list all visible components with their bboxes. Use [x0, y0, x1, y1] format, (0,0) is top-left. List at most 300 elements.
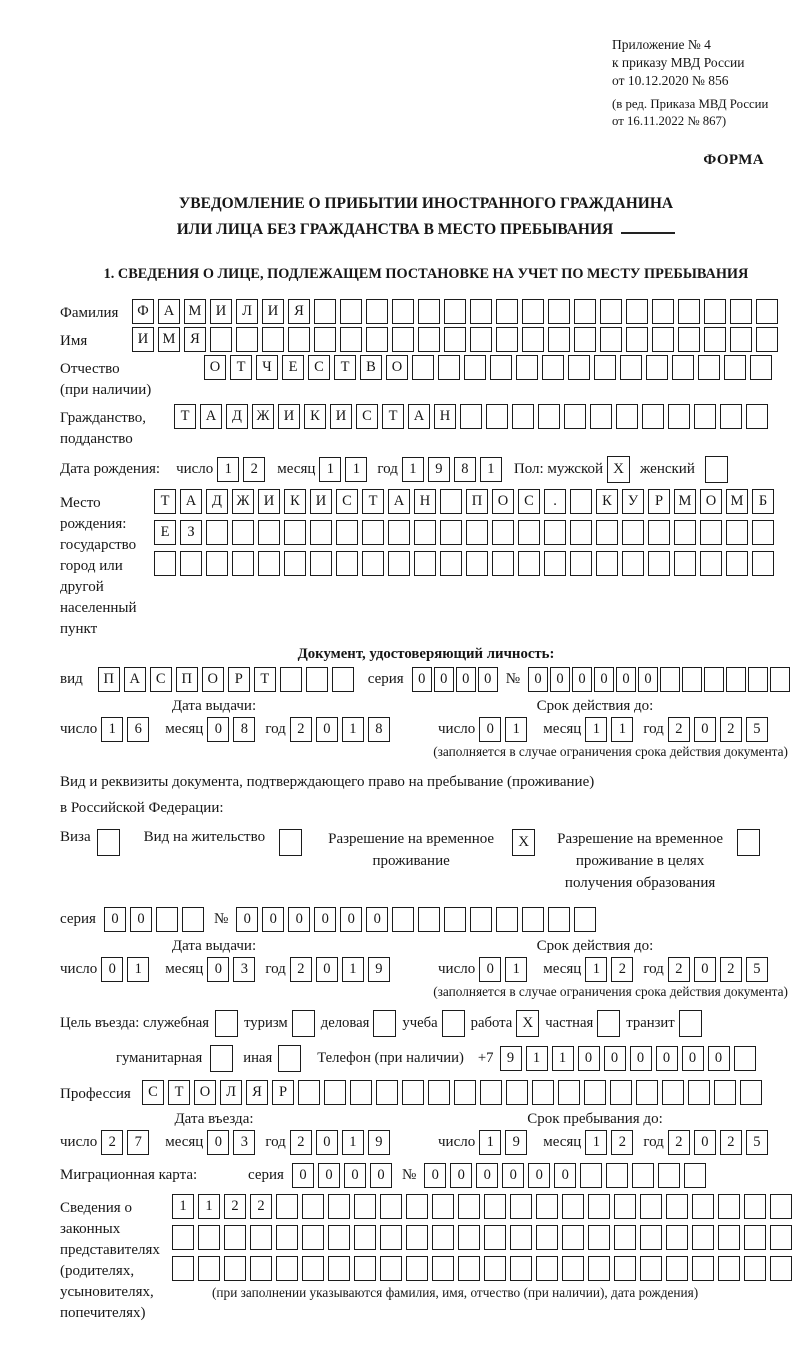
char-cell[interactable] [324, 1080, 346, 1105]
char-cell[interactable] [518, 520, 540, 545]
char-cell[interactable] [414, 520, 436, 545]
char-cell[interactable]: 1 [585, 957, 607, 982]
char-cell[interactable] [580, 1163, 602, 1188]
char-cell[interactable] [366, 327, 388, 352]
char-cell[interactable]: 9 [428, 457, 450, 482]
char-cell[interactable] [418, 299, 440, 324]
visa-checkbox[interactable] [97, 829, 120, 856]
char-cell[interactable]: И [258, 489, 280, 514]
char-cell[interactable]: 5 [746, 717, 768, 742]
char-cell[interactable]: 0 [476, 1163, 498, 1188]
char-cell[interactable] [694, 404, 716, 429]
char-cell[interactable]: 1 [342, 1130, 364, 1155]
char-cell[interactable] [460, 404, 482, 429]
char-cell[interactable] [350, 1080, 372, 1105]
char-cell[interactable]: И [330, 404, 352, 429]
char-cell[interactable] [674, 520, 696, 545]
char-cell[interactable]: Р [272, 1080, 294, 1105]
char-cell[interactable] [458, 1194, 480, 1219]
char-cell[interactable]: 0 [694, 1130, 716, 1155]
char-cell[interactable] [744, 1256, 766, 1281]
char-cell[interactable] [288, 327, 310, 352]
char-cell[interactable] [490, 355, 512, 380]
char-cell[interactable] [156, 907, 178, 932]
char-cell[interactable] [388, 551, 410, 576]
char-cell[interactable] [536, 1256, 558, 1281]
char-cell[interactable] [454, 1080, 476, 1105]
char-cell[interactable] [470, 907, 492, 932]
char-cell[interactable] [466, 551, 488, 576]
char-cell[interactable] [380, 1225, 402, 1250]
char-cell[interactable] [734, 1046, 756, 1071]
char-cell[interactable] [748, 667, 768, 692]
char-cell[interactable]: 2 [290, 957, 312, 982]
char-cell[interactable]: 2 [668, 1130, 690, 1155]
char-cell[interactable] [682, 667, 702, 692]
char-cell[interactable] [692, 1194, 714, 1219]
char-cell[interactable]: 0 [554, 1163, 576, 1188]
char-cell[interactable] [206, 551, 228, 576]
char-cell[interactable] [492, 520, 514, 545]
char-cell[interactable] [538, 404, 560, 429]
char-cell[interactable]: 0 [450, 1163, 472, 1188]
purpose-humanitarian-checkbox[interactable] [210, 1045, 233, 1072]
char-cell[interactable]: 1 [480, 457, 502, 482]
char-cell[interactable] [652, 299, 674, 324]
purpose-study-checkbox[interactable] [442, 1010, 465, 1037]
char-cell[interactable]: Б [752, 489, 774, 514]
char-cell[interactable] [354, 1256, 376, 1281]
char-cell[interactable]: Р [648, 489, 670, 514]
rvp-checkbox[interactable]: X [512, 829, 535, 856]
char-cell[interactable] [672, 355, 694, 380]
char-cell[interactable] [496, 299, 518, 324]
char-cell[interactable] [444, 299, 466, 324]
char-cell[interactable]: С [142, 1080, 164, 1105]
char-cell[interactable] [562, 1225, 584, 1250]
char-cell[interactable] [636, 1080, 658, 1105]
char-cell[interactable]: 0 [594, 667, 614, 692]
char-cell[interactable]: К [284, 489, 306, 514]
char-cell[interactable] [466, 520, 488, 545]
char-cell[interactable] [236, 327, 258, 352]
char-cell[interactable] [484, 1225, 506, 1250]
char-cell[interactable] [418, 907, 440, 932]
char-cell[interactable]: И [262, 299, 284, 324]
sex-male-checkbox[interactable]: X [607, 456, 630, 483]
char-cell[interactable]: 0 [236, 907, 258, 932]
char-cell[interactable]: А [388, 489, 410, 514]
char-cell[interactable]: 9 [368, 1130, 390, 1155]
char-cell[interactable] [432, 1194, 454, 1219]
char-cell[interactable]: 3 [233, 1130, 255, 1155]
char-cell[interactable] [610, 1080, 632, 1105]
char-cell[interactable]: Т [254, 667, 276, 692]
char-cell[interactable]: 9 [505, 1130, 527, 1155]
char-cell[interactable] [698, 355, 720, 380]
char-cell[interactable] [486, 404, 508, 429]
char-cell[interactable]: 1 [585, 1130, 607, 1155]
char-cell[interactable] [532, 1080, 554, 1105]
char-cell[interactable]: 2 [720, 717, 742, 742]
char-cell[interactable] [154, 551, 176, 576]
char-cell[interactable]: 0 [694, 717, 716, 742]
char-cell[interactable] [518, 551, 540, 576]
char-cell[interactable] [596, 520, 618, 545]
char-cell[interactable] [544, 551, 566, 576]
char-cell[interactable]: И [132, 327, 154, 352]
char-cell[interactable] [750, 355, 772, 380]
char-cell[interactable]: 7 [127, 1130, 149, 1155]
char-cell[interactable] [568, 355, 590, 380]
char-cell[interactable] [314, 299, 336, 324]
char-cell[interactable] [512, 404, 534, 429]
char-cell[interactable]: 0 [316, 1130, 338, 1155]
char-cell[interactable]: 1 [611, 717, 633, 742]
char-cell[interactable]: 3 [233, 957, 255, 982]
char-cell[interactable]: Ж [252, 404, 274, 429]
char-cell[interactable]: А [124, 667, 146, 692]
char-cell[interactable] [542, 355, 564, 380]
char-cell[interactable] [726, 520, 748, 545]
char-cell[interactable]: 2 [611, 957, 633, 982]
char-cell[interactable]: 0 [130, 907, 152, 932]
char-cell[interactable]: 1 [127, 957, 149, 982]
char-cell[interactable] [620, 355, 642, 380]
char-cell[interactable] [470, 299, 492, 324]
char-cell[interactable]: 2 [224, 1194, 246, 1219]
char-cell[interactable]: С [150, 667, 172, 692]
char-cell[interactable] [402, 1080, 424, 1105]
char-cell[interactable] [756, 327, 778, 352]
char-cell[interactable] [276, 1194, 298, 1219]
char-cell[interactable] [310, 520, 332, 545]
char-cell[interactable] [250, 1225, 272, 1250]
char-cell[interactable]: К [596, 489, 618, 514]
char-cell[interactable]: 0 [528, 667, 548, 692]
char-cell[interactable]: С [336, 489, 358, 514]
char-cell[interactable] [700, 551, 722, 576]
char-cell[interactable]: 1 [342, 957, 364, 982]
char-cell[interactable]: 0 [604, 1046, 626, 1071]
char-cell[interactable] [198, 1256, 220, 1281]
char-cell[interactable]: П [98, 667, 120, 692]
char-cell[interactable]: А [200, 404, 222, 429]
char-cell[interactable]: 0 [316, 957, 338, 982]
char-cell[interactable] [544, 520, 566, 545]
char-cell[interactable] [704, 299, 726, 324]
char-cell[interactable] [354, 1225, 376, 1250]
char-cell[interactable]: 0 [528, 1163, 550, 1188]
char-cell[interactable] [392, 907, 414, 932]
char-cell[interactable] [590, 404, 612, 429]
char-cell[interactable] [522, 327, 544, 352]
char-cell[interactable]: 1 [217, 457, 239, 482]
char-cell[interactable] [172, 1256, 194, 1281]
char-cell[interactable] [328, 1194, 350, 1219]
char-cell[interactable]: 1 [319, 457, 341, 482]
char-cell[interactable] [522, 907, 544, 932]
char-cell[interactable] [440, 489, 462, 514]
char-cell[interactable]: 0 [550, 667, 570, 692]
char-cell[interactable] [660, 667, 680, 692]
char-cell[interactable]: С [308, 355, 330, 380]
char-cell[interactable] [570, 520, 592, 545]
char-cell[interactable] [536, 1194, 558, 1219]
char-cell[interactable] [642, 404, 664, 429]
char-cell[interactable] [666, 1256, 688, 1281]
char-cell[interactable]: 0 [101, 957, 123, 982]
char-cell[interactable]: И [210, 299, 232, 324]
char-cell[interactable]: М [674, 489, 696, 514]
char-cell[interactable] [510, 1194, 532, 1219]
char-cell[interactable] [756, 299, 778, 324]
char-cell[interactable]: 8 [233, 717, 255, 742]
residence-permit-checkbox[interactable] [279, 829, 302, 856]
char-cell[interactable]: Н [414, 489, 436, 514]
char-cell[interactable] [740, 1080, 762, 1105]
char-cell[interactable] [596, 551, 618, 576]
char-cell[interactable]: 0 [292, 1163, 314, 1188]
char-cell[interactable] [182, 907, 204, 932]
char-cell[interactable]: 2 [720, 1130, 742, 1155]
char-cell[interactable] [406, 1256, 428, 1281]
char-cell[interactable] [700, 520, 722, 545]
char-cell[interactable] [562, 1256, 584, 1281]
char-cell[interactable]: 0 [578, 1046, 600, 1071]
char-cell[interactable]: А [408, 404, 430, 429]
char-cell[interactable] [752, 551, 774, 576]
char-cell[interactable] [180, 551, 202, 576]
char-cell[interactable] [752, 520, 774, 545]
char-cell[interactable] [198, 1225, 220, 1250]
char-cell[interactable] [336, 551, 358, 576]
char-cell[interactable]: 0 [478, 667, 498, 692]
char-cell[interactable]: 0 [366, 907, 388, 932]
char-cell[interactable] [376, 1080, 398, 1105]
char-cell[interactable] [206, 520, 228, 545]
char-cell[interactable]: 2 [290, 1130, 312, 1155]
char-cell[interactable]: 0 [104, 907, 126, 932]
char-cell[interactable]: 1 [345, 457, 367, 482]
char-cell[interactable] [718, 1225, 740, 1250]
char-cell[interactable]: Ч [256, 355, 278, 380]
char-cell[interactable]: О [700, 489, 722, 514]
char-cell[interactable] [588, 1194, 610, 1219]
char-cell[interactable]: 5 [746, 1130, 768, 1155]
char-cell[interactable]: 2 [668, 957, 690, 982]
char-cell[interactable] [688, 1080, 710, 1105]
char-cell[interactable]: 0 [424, 1163, 446, 1188]
char-cell[interactable] [406, 1225, 428, 1250]
char-cell[interactable] [232, 551, 254, 576]
char-cell[interactable]: 0 [616, 667, 636, 692]
char-cell[interactable]: Я [184, 327, 206, 352]
char-cell[interactable] [432, 1225, 454, 1250]
purpose-tourism-checkbox[interactable] [292, 1010, 315, 1037]
char-cell[interactable] [730, 327, 752, 352]
char-cell[interactable]: 2 [290, 717, 312, 742]
char-cell[interactable]: . [544, 489, 566, 514]
char-cell[interactable] [258, 520, 280, 545]
char-cell[interactable]: У [622, 489, 644, 514]
char-cell[interactable]: Т [362, 489, 384, 514]
char-cell[interactable] [506, 1080, 528, 1105]
char-cell[interactable] [704, 667, 724, 692]
char-cell[interactable] [614, 1256, 636, 1281]
char-cell[interactable]: С [518, 489, 540, 514]
char-cell[interactable] [496, 327, 518, 352]
char-cell[interactable]: Ф [132, 299, 154, 324]
char-cell[interactable] [224, 1256, 246, 1281]
char-cell[interactable]: О [202, 667, 224, 692]
char-cell[interactable]: Л [236, 299, 258, 324]
char-cell[interactable] [640, 1225, 662, 1250]
char-cell[interactable] [614, 1225, 636, 1250]
char-cell[interactable]: 0 [434, 667, 454, 692]
char-cell[interactable]: М [158, 327, 180, 352]
char-cell[interactable]: 0 [656, 1046, 678, 1071]
char-cell[interactable] [770, 1256, 792, 1281]
char-cell[interactable] [258, 551, 280, 576]
char-cell[interactable] [562, 1194, 584, 1219]
char-cell[interactable] [692, 1256, 714, 1281]
char-cell[interactable]: 0 [262, 907, 284, 932]
char-cell[interactable] [470, 327, 492, 352]
char-cell[interactable]: Н [434, 404, 456, 429]
char-cell[interactable]: Д [226, 404, 248, 429]
char-cell[interactable] [232, 520, 254, 545]
char-cell[interactable] [392, 299, 414, 324]
char-cell[interactable] [588, 1225, 610, 1250]
char-cell[interactable]: 2 [668, 717, 690, 742]
char-cell[interactable] [770, 1194, 792, 1219]
char-cell[interactable] [306, 667, 328, 692]
char-cell[interactable] [458, 1225, 480, 1250]
char-cell[interactable]: 8 [368, 717, 390, 742]
char-cell[interactable] [600, 299, 622, 324]
char-cell[interactable] [678, 299, 700, 324]
char-cell[interactable]: Д [206, 489, 228, 514]
char-cell[interactable] [276, 1225, 298, 1250]
char-cell[interactable] [314, 327, 336, 352]
char-cell[interactable]: Л [220, 1080, 242, 1105]
char-cell[interactable] [622, 520, 644, 545]
char-cell[interactable] [692, 1225, 714, 1250]
char-cell[interactable] [262, 327, 284, 352]
char-cell[interactable]: К [304, 404, 326, 429]
char-cell[interactable]: 2 [611, 1130, 633, 1155]
char-cell[interactable] [438, 355, 460, 380]
char-cell[interactable] [432, 1256, 454, 1281]
char-cell[interactable] [662, 1080, 684, 1105]
char-cell[interactable] [458, 1256, 480, 1281]
char-cell[interactable] [548, 299, 570, 324]
char-cell[interactable]: О [492, 489, 514, 514]
char-cell[interactable]: 0 [412, 667, 432, 692]
char-cell[interactable]: Я [246, 1080, 268, 1105]
char-cell[interactable] [440, 551, 462, 576]
char-cell[interactable] [444, 327, 466, 352]
char-cell[interactable]: 2 [101, 1130, 123, 1155]
char-cell[interactable] [614, 1194, 636, 1219]
char-cell[interactable] [406, 1194, 428, 1219]
char-cell[interactable] [510, 1225, 532, 1250]
char-cell[interactable]: 2 [250, 1194, 272, 1219]
char-cell[interactable]: 1 [198, 1194, 220, 1219]
char-cell[interactable] [250, 1256, 272, 1281]
char-cell[interactable]: 0 [370, 1163, 392, 1188]
char-cell[interactable]: 0 [708, 1046, 730, 1071]
char-cell[interactable] [388, 520, 410, 545]
char-cell[interactable] [678, 327, 700, 352]
char-cell[interactable]: О [386, 355, 408, 380]
char-cell[interactable] [354, 1194, 376, 1219]
char-cell[interactable] [666, 1194, 688, 1219]
char-cell[interactable] [328, 1256, 350, 1281]
char-cell[interactable]: 6 [127, 717, 149, 742]
char-cell[interactable] [616, 404, 638, 429]
char-cell[interactable] [718, 1194, 740, 1219]
char-cell[interactable] [516, 355, 538, 380]
char-cell[interactable] [718, 1256, 740, 1281]
char-cell[interactable] [730, 299, 752, 324]
char-cell[interactable]: 0 [314, 907, 336, 932]
char-cell[interactable] [362, 520, 384, 545]
char-cell[interactable] [588, 1256, 610, 1281]
char-cell[interactable] [310, 551, 332, 576]
char-cell[interactable] [362, 551, 384, 576]
char-cell[interactable] [428, 1080, 450, 1105]
char-cell[interactable] [666, 1225, 688, 1250]
char-cell[interactable] [652, 327, 674, 352]
char-cell[interactable]: 0 [479, 717, 501, 742]
char-cell[interactable]: Ж [232, 489, 254, 514]
char-cell[interactable] [564, 404, 586, 429]
char-cell[interactable] [284, 520, 306, 545]
purpose-service-checkbox[interactable] [215, 1010, 238, 1037]
char-cell[interactable]: 0 [340, 907, 362, 932]
char-cell[interactable]: Я [288, 299, 310, 324]
char-cell[interactable] [380, 1194, 402, 1219]
char-cell[interactable]: П [466, 489, 488, 514]
char-cell[interactable] [648, 520, 670, 545]
char-cell[interactable]: М [726, 489, 748, 514]
char-cell[interactable] [658, 1163, 680, 1188]
char-cell[interactable]: А [158, 299, 180, 324]
char-cell[interactable] [210, 327, 232, 352]
char-cell[interactable] [574, 327, 596, 352]
char-cell[interactable] [224, 1225, 246, 1250]
char-cell[interactable] [640, 1256, 662, 1281]
char-cell[interactable] [414, 551, 436, 576]
char-cell[interactable]: 0 [682, 1046, 704, 1071]
char-cell[interactable]: В [360, 355, 382, 380]
purpose-private-checkbox[interactable] [597, 1010, 620, 1037]
char-cell[interactable] [380, 1256, 402, 1281]
char-cell[interactable] [480, 1080, 502, 1105]
char-cell[interactable]: 0 [318, 1163, 340, 1188]
char-cell[interactable]: 0 [638, 667, 658, 692]
char-cell[interactable] [570, 551, 592, 576]
char-cell[interactable] [302, 1194, 324, 1219]
char-cell[interactable]: 1 [505, 717, 527, 742]
char-cell[interactable] [484, 1256, 506, 1281]
char-cell[interactable]: Т [334, 355, 356, 380]
char-cell[interactable]: 5 [746, 957, 768, 982]
char-cell[interactable]: 1 [402, 457, 424, 482]
char-cell[interactable] [674, 551, 696, 576]
